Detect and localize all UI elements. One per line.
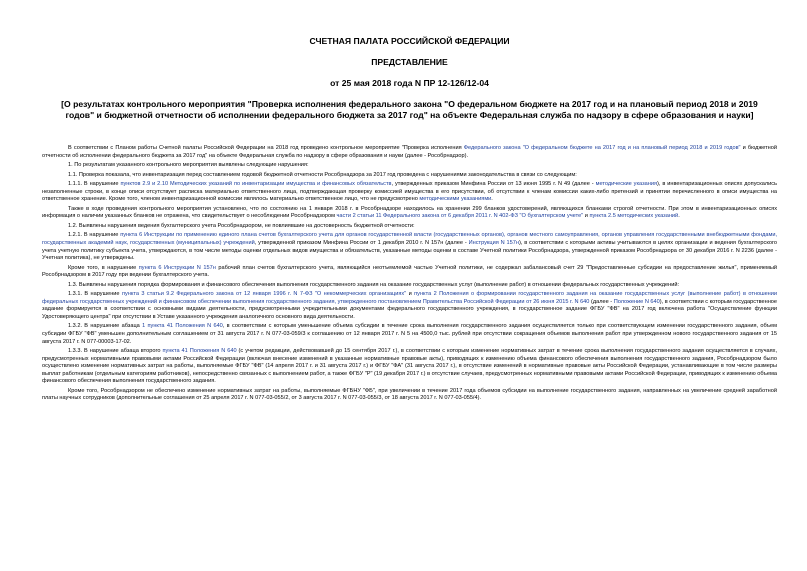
body-text: и bbox=[406, 291, 415, 298]
document-type-heading: ПРЕДСТАВЛЕНИЕ bbox=[371, 57, 448, 67]
body-paragraph bbox=[42, 181, 777, 204]
body-text: . bbox=[491, 196, 493, 203]
document-link[interactable]: пункта 6 Инструкции N 157н bbox=[138, 264, 216, 271]
body-text: , утвержденной приказом Минфина России от 1 декабря 2010 г. N 157н (далее - bbox=[254, 240, 469, 247]
body-text: 1.3.3. В нарушение абзаца второго bbox=[68, 348, 163, 355]
document-subject: [О результатах контрольного мероприятия "Проверка исполнения федерального закона "О федеральном бюджете на 2017 год и на плановый период 2018 и 2019 годов" и бюджетной отчетности об исполнении федерального бюджета за 2017 год" на объекте Федеральная служба по надзору в сфере образования и науки] bbox=[61, 99, 758, 120]
document-date-number: от 25 мая 2018 года N ПР 12-126/12-04 bbox=[330, 78, 489, 88]
body-text: 1.3. Выявлены нарушения порядка формирования и финансового обеспечения выполнения государственного задания на оказание государственных услуг (выполнение работ) в отношении федеральных государственных учреждений: bbox=[68, 281, 680, 288]
body-text: 1.3.1. В нарушение bbox=[68, 291, 122, 298]
body-paragraph bbox=[42, 291, 777, 321]
document-link[interactable]: методические указания bbox=[595, 181, 658, 188]
organization-heading: СЧЕТНАЯ ПАЛАТА РОССИЙСКОЙ ФЕДЕРАЦИИ bbox=[309, 36, 510, 46]
body-text: (с учетом редакции, действовавшей до 15 сентября 2017 г.), в соответствии с которым изменение нормативных затрат в течение срока выполнения государственного задания осуществляется в случаях, предусмотренных нормативными правовыми актами Российской Федерации (включая внесение изменений в указанные нормативные правовые акты), приводящих к изменению объема финансового обеспечения выполнения государственного задания, Рособрнадзором было осуществлено изменение нормативных затрат на работы, выполняемые ФГБУ "ФВ" (14 апреля 2017 г. и 31 августа 2017 г.) и ФГБУ "ФА" (31 августа 2017 г.), в отсутствие изменений в нормативные правовые акты Российской Федерации, устанавливающие в том числе размеры выплат работникам (отдельным категориям работников), непосредственно связанных с выполнением работ, а также ФГБУ "Р" (19 декабря 2017 г.) в отсутствие случаев, предусмотренных нормативными правовыми актами Российской Федерации, приводящих к изменению объема финансового обеспечения выполнения государственного задания. bbox=[42, 348, 778, 385]
body-paragraph bbox=[42, 206, 777, 221]
body-paragraph bbox=[42, 162, 777, 170]
document-link[interactable]: Федерального закона "О федеральном бюджете на 2017 год и на плановый период 2018 и 2019 годов" bbox=[463, 145, 741, 151]
document-link[interactable]: Инструкция N 157н bbox=[468, 240, 519, 247]
document-link[interactable]: пунктов 2.9 и 2.10 Методических указаний по инвентаризации имущества и финансовых обязательств bbox=[120, 181, 392, 188]
body-text: . bbox=[678, 213, 680, 220]
body-text: В соответствии с Планом работы Счетной палаты Российской Федерации на 2018 год проведено контрольное мероприятие "Проверка исполнения bbox=[68, 145, 464, 151]
document-link[interactable]: 1 пункта 41 Положения N 640 bbox=[142, 323, 223, 330]
body-paragraph bbox=[42, 323, 777, 346]
body-paragraph bbox=[42, 232, 777, 262]
body-text: , утвержденных приказом Минфина России от 13 июня 1995 г. N 49 (далее - bbox=[391, 181, 596, 188]
body-text: 1.1. Проверка показала, что инвентаризация перед составлением годовой бюджетной отчетности Рособрнадзора за 2017 год проведена с нарушениями законодательства в связи со следующим: bbox=[68, 171, 577, 178]
body-paragraph bbox=[42, 145, 777, 160]
document-link[interactable]: пункта 2 Положения о формировании государственного задания на оказание государственных услуг (выполнение работ) в отношении федеральных государственных учреждений и финансовом обеспечении выполнения государственного задания, утвержденного постановлением Правительства Российской Федерации от 26 июня 2015 г. N 640 bbox=[42, 291, 778, 305]
body-text: ), в инвентаризационных описях допускались незаполненные строки, в конце описи отсутствует расписка материально ответственного лица, подтверждающая проверку комиссией имущества в его присутствии, об отсутствии к членам комиссии каких-либо претензий и принятии перечисленного в описи имущества на ответственное хранение. Кроме того, членом инвентаризационной комиссии являлось материально ответственное лицо, что не предусмотрено bbox=[42, 181, 778, 203]
document-link[interactable]: Положение N 640 bbox=[613, 298, 660, 305]
body-text: и бюджетной отчетности об исполнении федерального бюджета за 2017 год" на объекте Федеральная служба по надзору в сфере образования и науки (далее - Рособрнадзор). bbox=[42, 145, 778, 159]
body-text: (далее - bbox=[589, 298, 614, 305]
body-text: Кроме того, в нарушение bbox=[68, 264, 139, 271]
body-text: 1.2.1. В нарушение bbox=[68, 232, 121, 239]
document-link[interactable]: пункта 2.5 методических указаний bbox=[589, 213, 679, 220]
document-body bbox=[42, 145, 777, 403]
body-text: Также в ходе проведения контрольного мероприятия установлено, что по состоянию на 1 января 2018 г. в Рособрнадзоре находилось на хранении 299 бланков удостоверений, являющихся бланками строгой отчетности. При этом в инвентаризационных описях информация о наличии указанных бланков не отражена, что свидетельствует о несоблюдении Рособрнадзором bbox=[42, 205, 777, 220]
body-text: и bbox=[583, 213, 590, 220]
document-link[interactable]: пункта 41 Положения N 640 bbox=[162, 348, 237, 355]
body-paragraph bbox=[42, 348, 777, 386]
document-link[interactable]: пункта 3 статьи 9.2 Федерального закона от 12 января 1996 г. N 7-ФЗ "О некоммерческих организациях" bbox=[121, 291, 407, 298]
body-text: ), в соответствии с которым государственное задание формируется в соответствии с основными видами деятельности, предусмотренными учредительными документами федерального государственного учреждения, в государственное задание ФГБУ "ФВ" на 2017 год включена работа "Осуществление функции Удостоверяющего центра" при отсутствии в Уставе указанного учреждения аналогичного основного вида деятельности. bbox=[42, 298, 778, 320]
body-text: рабочий план счетов бухгалтерского учета, являющийся неотъемлемой частью Учетной политики, не содержал забалансовый счет 29 "Предоставленные субсидии на предоставление жилья", применяемый Рособрнадзором в 2017 году при ведении бухгалтерского учета. bbox=[42, 264, 777, 279]
body-text: 1. По результатам указанного контрольного мероприятия выявлены следующие нарушения: bbox=[68, 162, 309, 169]
document-link[interactable]: методическими указаниями bbox=[419, 196, 492, 203]
body-text: , в соответствии с которым уменьшение объема субсидии в течение срока выполнения государственного задания осуществляется только при соответствующем изменении государственного задания, объем субсидии ФГБУ "ФВ" уменьшен дополнительным соглашением от 31 августа 2017 г. N 077-03-059/3 к соглашению от 12 января 2017 г. N 5 на 4500,0 тыс. рублей при отсутствии сокращения объемов выполнения работ при утвержденном нового государственного задания от 15 августа 2017 г. N 077-00003-17-02. bbox=[42, 323, 778, 345]
body-paragraph bbox=[42, 265, 777, 280]
document-link[interactable]: пункта 6 Инструкции по применению единого плана счетов бухгалтерского учета для органов государственной власти (государственных органов), органов местного самоуправления, органов управления государственными внебюджетными фондами, государственных академий наук, государственных (муниципальных) учреждений bbox=[42, 232, 777, 247]
body-text: 1.1.1. В нарушение bbox=[68, 181, 121, 188]
body-paragraph bbox=[42, 282, 777, 290]
body-paragraph bbox=[42, 388, 777, 403]
body-paragraph bbox=[42, 172, 777, 180]
body-text: 1.2. Выявлены нарушения ведения бухгалтерского учета Рособрнадзором, не повлиявшие на достоверность бюджетной отчетности: bbox=[68, 222, 415, 229]
document-link[interactable]: части 2 статьи 11 Федерального закона от 6 декабря 2011 г. N 402-ФЗ "О бухгалтерском учете" bbox=[336, 213, 584, 220]
body-text: 1.3.2. В нарушение абзаца bbox=[68, 323, 143, 330]
body-text: Кроме того, Рособрнадзором не обеспечено изменение нормативных затрат на работы, выполняемые ФГБНУ "ФБ", при увеличении в течение 2017 года объемов субсидии на выполнение государственного задания, направленных на увеличение средней заработной платы научных сотрудников (дополнительные соглашения от 25 апреля 2017 г. N 077-03-055/2, от 3 августа 2017 г. N 077-03-055/3, от 18 августа 2017 г. N 077-03-055/4). bbox=[42, 387, 777, 402]
body-text: ), в соответствии с которыми активы учитываются в целях организации и ведения бухгалтерского учета учетную политику субъекта учета, утверждаются, в том числе методы оценки отдельных видов имущества и обязательств, указанные методы оценки в составе Учетной политики Рособрнадзора, утвержденной приказом Рособрнадзора от 30 декабря 2016 г. N 2236 (далее - Учетная политика), не утверждены. bbox=[42, 240, 777, 262]
body-paragraph bbox=[42, 223, 777, 231]
